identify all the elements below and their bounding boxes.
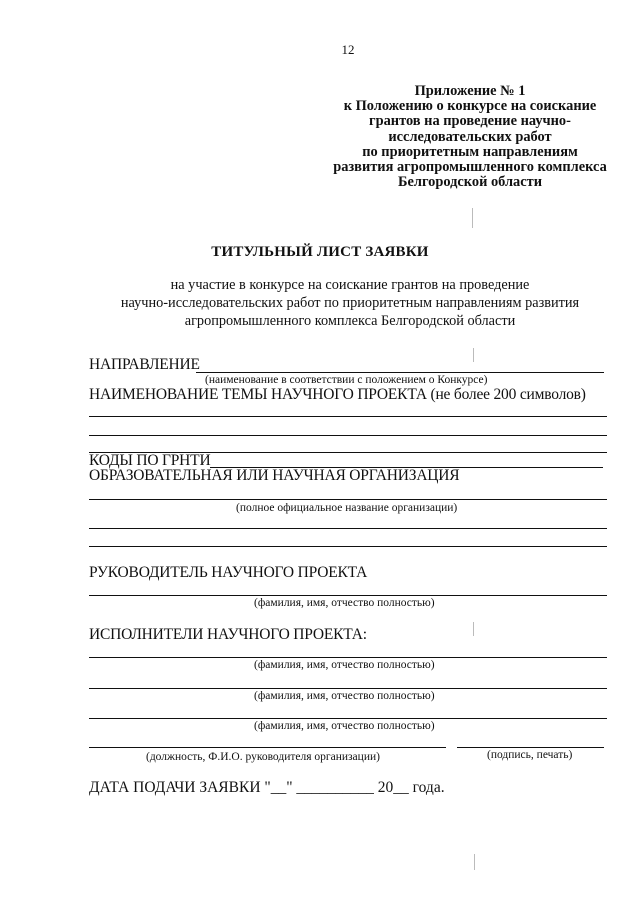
appendix-line: по приоритетным направлениям [362, 143, 578, 160]
grnti-label: КОДЫ ПО ГРНТИ [89, 452, 211, 469]
signature-hint: (подпись, печать) [487, 749, 573, 761]
organization-label: ОБРАЗОВАТЕЛЬНАЯ ИЛИ НАУЧНАЯ ОРГАНИЗАЦИЯ [89, 467, 460, 484]
executors-label: ИСПОЛНИТЕЛИ НАУЧНОГО ПРОЕКТА: [89, 626, 367, 643]
appendix-line: развития агропромышленного комплекса [333, 159, 607, 176]
appendix-line: к Положению о конкурсе на соискание [343, 98, 597, 115]
scan-mark [473, 622, 474, 636]
appendix-line: грантов на проведение научно- [369, 113, 571, 130]
subtitle-line: агропромышленного комплекса Белгородской области [184, 313, 516, 329]
appendix-line: Белгородской области [397, 174, 543, 191]
scan-mark [474, 854, 475, 870]
appendix-block [300, 84, 640, 190]
executor-field[interactable] [89, 688, 607, 689]
organization-hint: (полное официальное название организации) [236, 502, 458, 514]
submission-date-label[interactable]: ДАТА ПОДАЧИ ЗАЯВКИ "__" __________ 20__ года. [89, 779, 445, 796]
direction-field[interactable] [196, 372, 604, 373]
page-number: 12 [341, 42, 355, 57]
topic-field-line[interactable] [89, 435, 607, 436]
organization-field-line[interactable] [89, 528, 607, 529]
scan-mark [472, 208, 473, 228]
appendix-line: исследовательских работ [388, 128, 552, 145]
subtitle-line: научно-исследовательских работ по приоритетным направлениям развития [120, 295, 580, 311]
appendix-line: Приложение № 1 [414, 83, 526, 99]
scan-mark [473, 348, 474, 362]
document-title: ТИТУЛЬНЫЙ ЛИСТ ЗАЯВКИ [211, 244, 429, 260]
signature-field[interactable] [457, 747, 604, 748]
executor-hint: (фамилия, имя, отчество полностью) [254, 690, 435, 702]
document-subtitle [90, 276, 610, 330]
project-leader-hint: (фамилия, имя, отчество полностью) [254, 597, 435, 609]
executor-field[interactable] [89, 657, 607, 658]
organization-field-line[interactable] [89, 499, 607, 500]
executor-field[interactable] [89, 718, 607, 719]
organization-head-field[interactable] [89, 747, 446, 748]
topic-field-line[interactable] [89, 416, 607, 417]
topic-label: НАИМЕНОВАНИЕ ТЕМЫ НАУЧНОГО ПРОЕКТА (не более 200 символов) [89, 386, 586, 403]
direction-hint: (наименование в соответствии с положением о Конкурсе) [205, 374, 488, 386]
organization-field-line[interactable] [89, 546, 607, 547]
organization-head-hint: (должность, Ф.И.О. руководителя организации) [146, 751, 380, 763]
project-leader-field[interactable] [89, 595, 607, 596]
project-leader-label: РУКОВОДИТЕЛЬ НАУЧНОГО ПРОЕКТА [89, 564, 368, 581]
direction-label: НАПРАВЛЕНИЕ [89, 356, 200, 373]
subtitle-line: на участие в конкурсе на соискание грантов на проведение [170, 277, 530, 293]
executor-hint: (фамилия, имя, отчество полностью) [254, 720, 435, 732]
executor-hint: (фамилия, имя, отчество полностью) [254, 659, 435, 671]
